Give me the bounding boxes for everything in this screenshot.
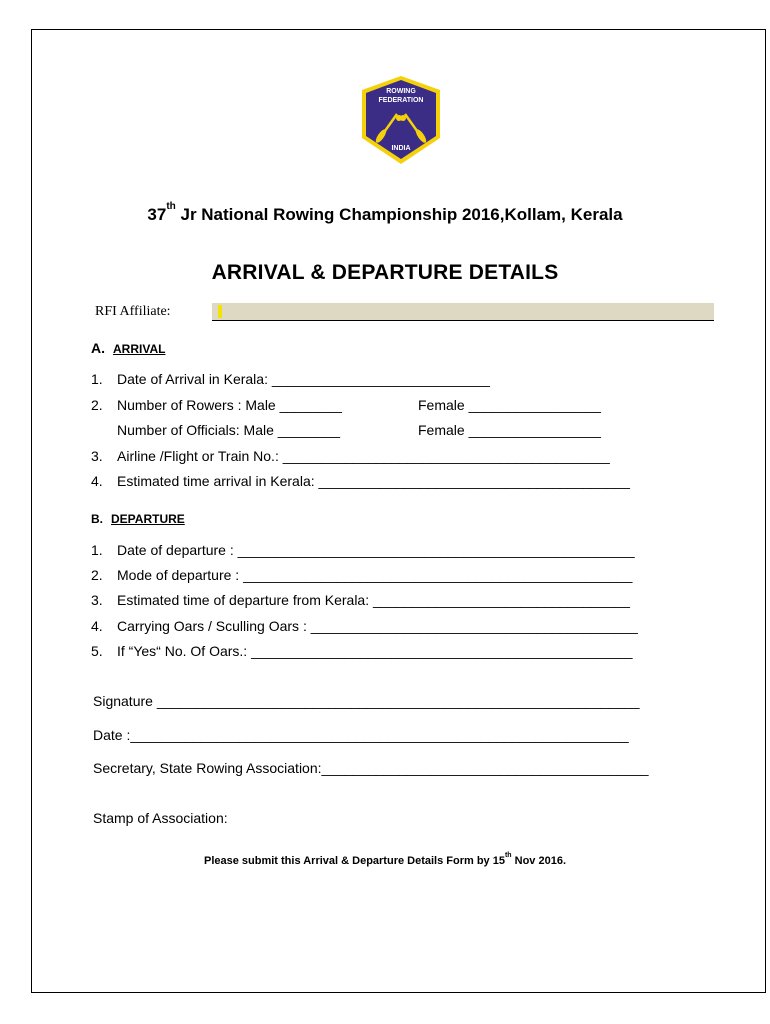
officials-male-line[interactable]: Number of Officials: Male ________ xyxy=(117,422,341,438)
departure-date-line[interactable]: 1. Date of departure : ___________________________________________________ xyxy=(91,542,635,558)
logo-text-federation: FEDERATION xyxy=(378,97,424,104)
officials-female-line[interactable]: Female _________________ xyxy=(418,422,601,438)
rowing-federation-logo xyxy=(358,74,444,166)
rowers-female-line[interactable]: Female _________________ xyxy=(418,397,601,413)
logo-text-rowing: ROWING xyxy=(386,88,416,95)
departure-section-header: B. DEPARTURE xyxy=(91,512,185,526)
departure-time-line[interactable]: 3. Estimated time of departure from Kerala: _________________________________ xyxy=(91,592,630,608)
oars-count-line[interactable]: 5. If “Yes“ No. Of Oars.: _________________________________________________ xyxy=(91,643,633,659)
oars-line[interactable]: 4. Carrying Oars / Sculling Oars : __________________________________________ xyxy=(91,618,638,634)
text-cursor xyxy=(218,305,222,318)
affiliate-label: RFI Affiliate: xyxy=(95,304,171,319)
secretary-line[interactable]: Secretary, State Rowing Association:__________________________________________ xyxy=(93,760,649,776)
affiliate-input[interactable] xyxy=(212,303,714,321)
departure-mode-line[interactable]: 2. Mode of departure : __________________________________________________ xyxy=(91,567,633,583)
championship-title: 37th Jr National Rowing Championship 2016,Kollam, Kerala xyxy=(147,201,623,224)
arrival-section-header: A. ARRIVAL xyxy=(91,340,166,356)
signature-line[interactable]: Signature ______________________________________________________________ xyxy=(93,693,640,709)
arrival-date-line[interactable]: 1. Date of Arrival in Kerala: ____________________________ xyxy=(91,371,490,387)
page-border xyxy=(31,29,766,993)
submission-note: Please submit this Arrival & Departure Details Form by 15th Nov 2016. xyxy=(203,852,566,867)
rowers-male-line[interactable]: 2. Number of Rowers : Male ________ xyxy=(91,397,342,413)
logo-text-india: INDIA xyxy=(391,145,411,152)
arrival-time-line[interactable]: 4. Estimated time arrival in Kerala: ________________________________________ xyxy=(91,473,630,489)
page-title: ARRIVAL & DEPARTURE DETAILS xyxy=(211,261,559,284)
date-line[interactable]: Date :________________________________________________________________ xyxy=(93,727,629,743)
airline-line[interactable]: 3. Airline /Flight or Train No.: __________________________________________ xyxy=(91,448,610,464)
stamp-label: Stamp of Association: xyxy=(93,810,228,826)
